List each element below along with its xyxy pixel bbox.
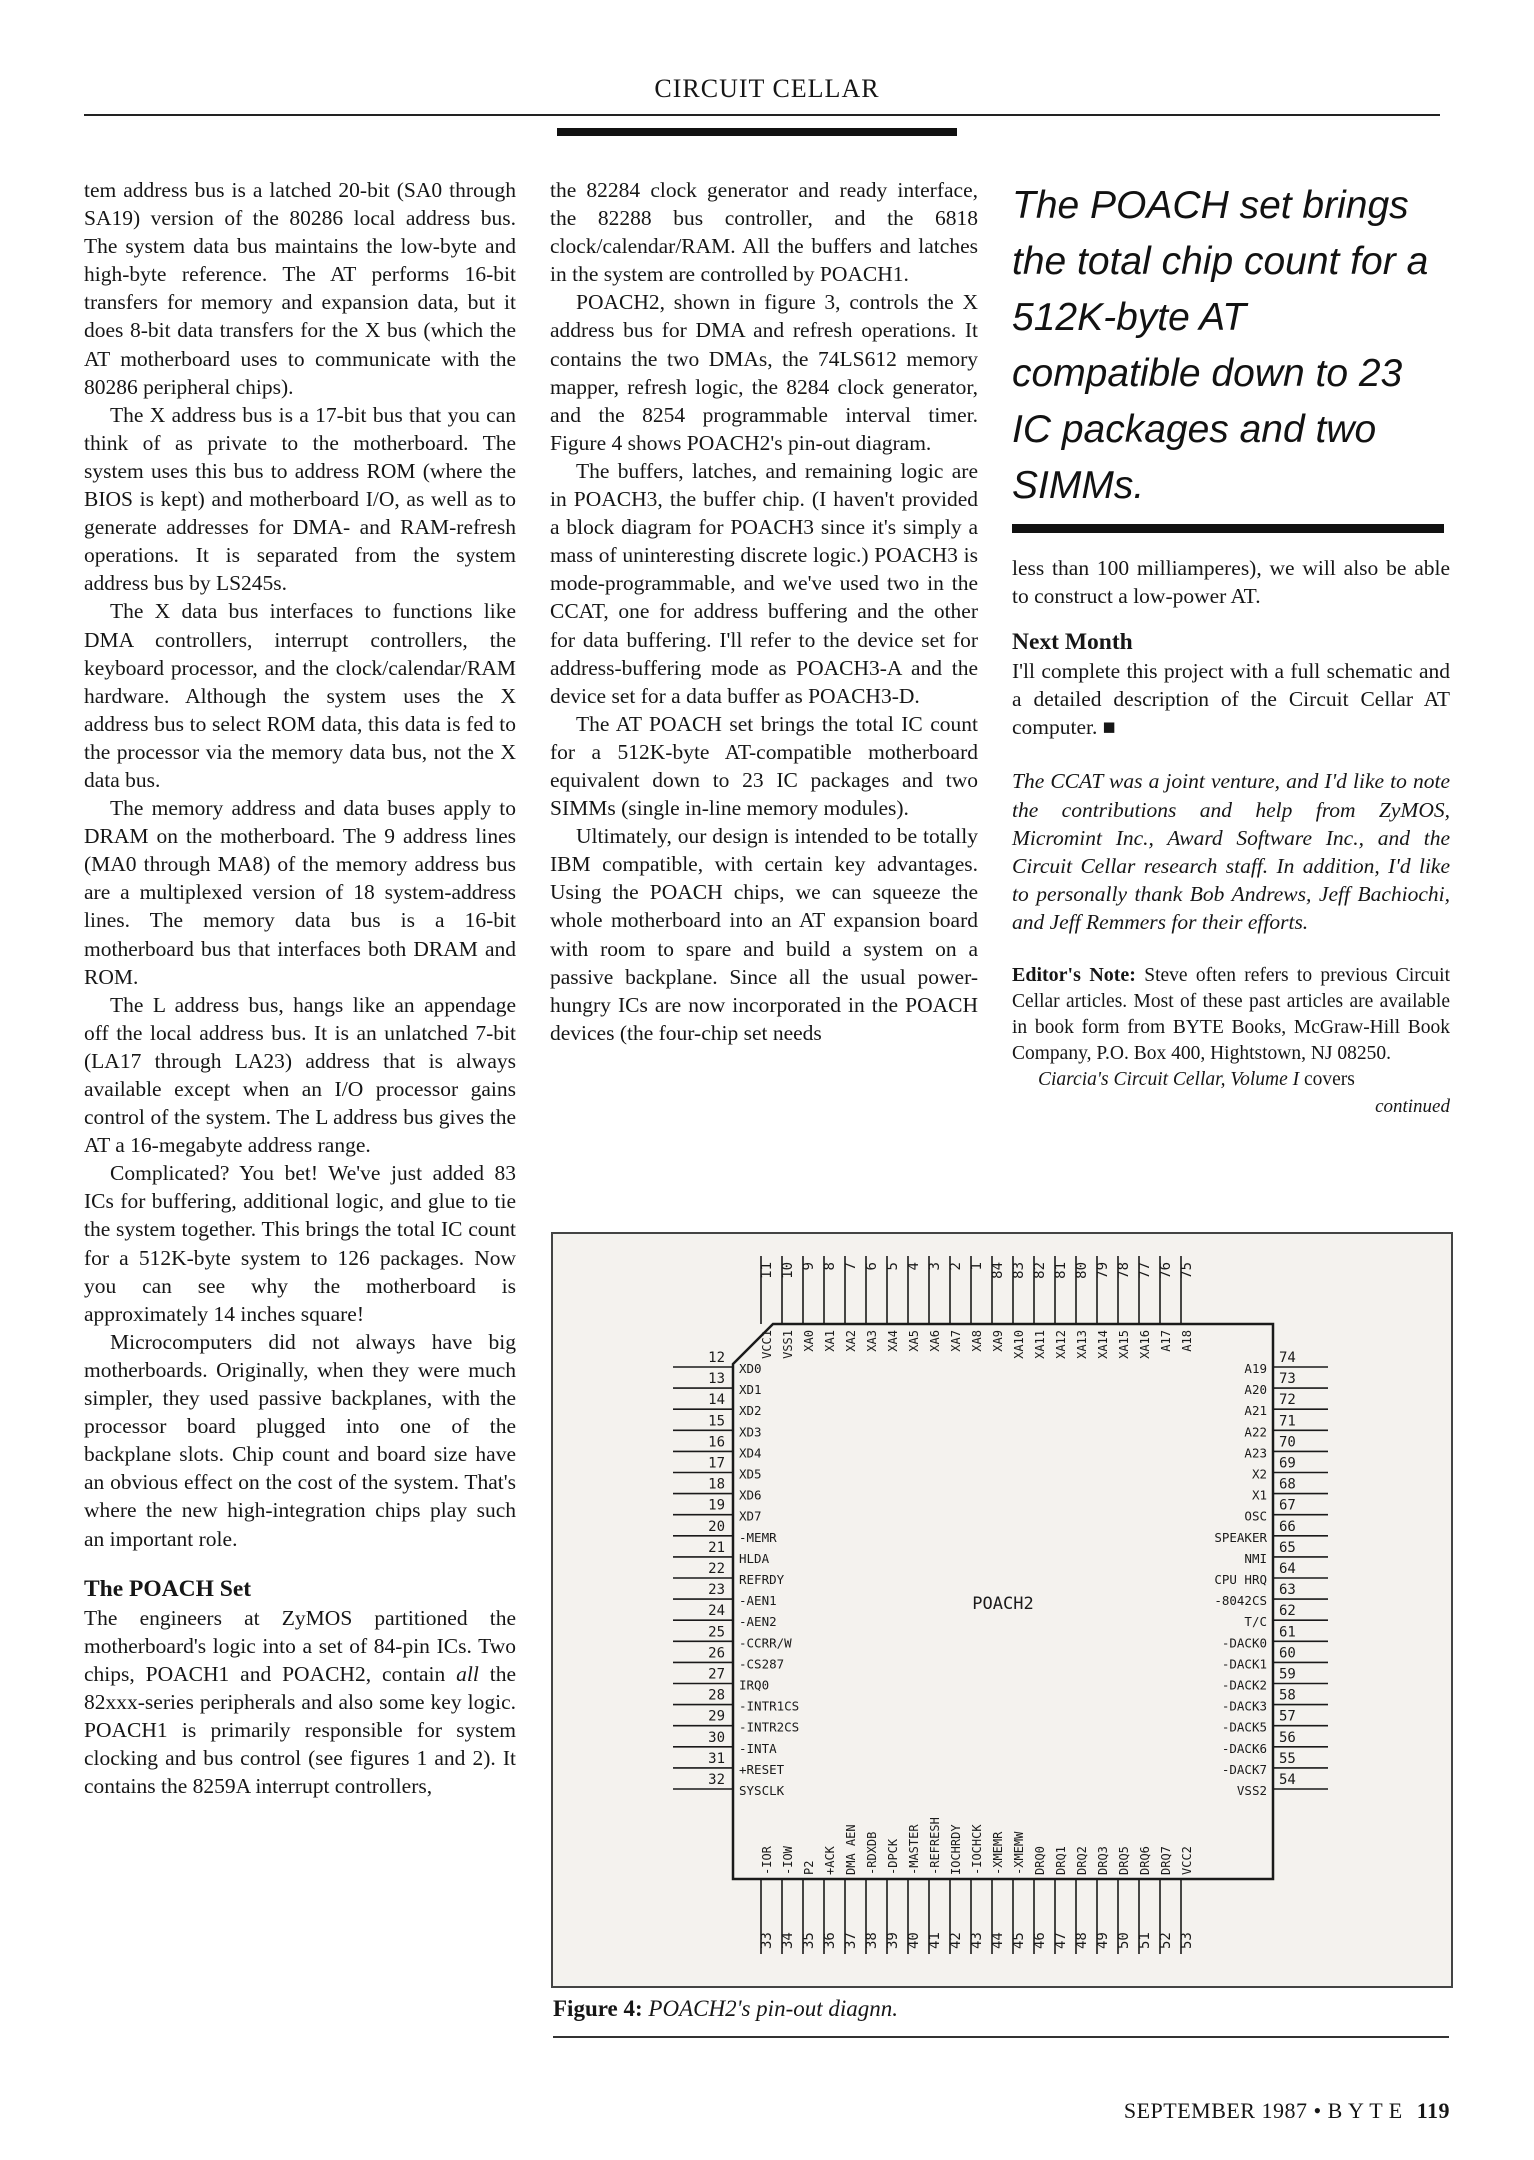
pin-label: -AEN1 <box>739 1593 777 1609</box>
pin-label: -INTR1CS <box>739 1698 800 1714</box>
pin-label: DRQ6 <box>1138 1846 1152 1875</box>
pin-number: 39 <box>885 1932 901 1949</box>
pin-label: XA9 <box>991 1330 1005 1352</box>
pin-number: 43 <box>969 1932 985 1949</box>
pin-label: A22 <box>1244 1424 1267 1440</box>
pin-number: 6 <box>864 1262 880 1271</box>
pin-number: 72 <box>1279 1392 1296 1409</box>
pin-label: DRQ0 <box>1033 1846 1047 1875</box>
pin-label: A19 <box>1244 1361 1267 1376</box>
chip-name: POACH2 <box>972 1594 1034 1614</box>
paragraph: the 82284 clock generator and ready interface, the 82288 bus controller, and the 6818 clock/calendar/RAM. All the buffers and latches in the system are controlled by POACH1. <box>550 178 978 287</box>
pin-label: -IOR <box>760 1846 774 1875</box>
pin-label: DRQ2 <box>1075 1846 1089 1875</box>
section-heading: The POACH Set <box>84 1575 252 1602</box>
pin-label: XD3 <box>739 1424 762 1440</box>
pin-label: IRQ0 <box>739 1677 770 1693</box>
folio <box>1124 2098 1450 2124</box>
pin-label: SYSCLK <box>739 1783 785 1798</box>
pin-number: 62 <box>1279 1603 1296 1620</box>
pin-label: NMI <box>1244 1550 1267 1566</box>
pin-number: 16 <box>708 1434 725 1451</box>
pin-number: 32 <box>708 1772 725 1788</box>
paragraph: The X address bus is a 17-bit bus that you can think of as private to the motherboard. The system uses this bus to address ROM (where the BIOS is kept) and motherboard I/O, as well as to generate addresses for DMA- and RAM-refresh operations. It is separated from the system address bus by LS245s. <box>84 402 516 596</box>
pin-label: XA11 <box>1033 1330 1047 1359</box>
pin-number: 11 <box>759 1262 775 1279</box>
pin-number: 47 <box>1053 1932 1069 1949</box>
caption-text: POACH2's pin-out diagnn. <box>648 1996 899 2021</box>
pin-label: +ACK <box>823 1846 837 1875</box>
pin-label: VSS1 <box>781 1330 795 1359</box>
pin-number: 69 <box>1279 1455 1296 1472</box>
pin-label: XA7 <box>949 1330 963 1352</box>
pin-number: 50 <box>1116 1932 1132 1949</box>
pin-label: -CCRR/W <box>739 1635 792 1651</box>
pin-number: 41 <box>927 1932 943 1949</box>
pin-label: XA12 <box>1054 1330 1068 1359</box>
pin-label: OSC <box>1244 1508 1267 1524</box>
paragraph: Microcomputers did not always have big motherboards. Originally, when they were much simpler, they used passive backplanes, with the processor board plugged into one of the backplane slots. Chip count and board size have an obvious effect on the cost of the system. That's where the new high-integration chips play such an important role. <box>84 1329 516 1551</box>
pin-number: 54 <box>1279 1772 1296 1788</box>
pin-number: 35 <box>801 1932 817 1949</box>
header-rule <box>84 114 1440 116</box>
pin-number: 34 <box>780 1932 796 1949</box>
paragraph: The memory address and data buses apply to DRAM on the motherboard. The 9 address lines (MA0 through MA8) of the memory address bus are a multiplexed version of 18 system-address lines. The memory data bus is a 16-bit motherboard bus that interfaces both DRAM and ROM. <box>84 796 516 989</box>
pin-label: X1 <box>1251 1487 1267 1503</box>
text-run: the 82xxx-series peripherals and also some key logic. POACH1 is primarily responsible for system clocking and bus control (see figures 1 and 2). It contains the 8259A interrupt controllers, <box>84 1661 516 1799</box>
pin-label: VSS2 <box>1236 1783 1267 1798</box>
pin-label: XA14 <box>1096 1330 1110 1359</box>
editors-note-continued <box>1012 1067 1450 1093</box>
pin-label: XA13 <box>1075 1330 1089 1359</box>
pin-label: -REFRESH <box>928 1817 942 1875</box>
paragraph: The X data bus interfaces to functions like DMA controllers, interrupt controllers, the keyboard processor, and the clock/calendar/RAM hardware. Although the system uses the X address bus to select ROM data, this data is fed to the processor via the memory data bus, not the X data bus. <box>84 599 516 792</box>
pin-number: 66 <box>1279 1518 1296 1535</box>
pin-label: -DACK0 <box>1221 1635 1267 1651</box>
pin-label: A20 <box>1244 1382 1267 1398</box>
pin-label: A18 <box>1180 1330 1194 1352</box>
pin-label: XD6 <box>739 1487 762 1503</box>
pin-number: 78 <box>1116 1262 1132 1279</box>
paragraph: The L address bus, hangs like an appendage off the local address bus. It is an unlatched 7-bit (LA17 through LA23) address that is always available except when an I/O processor gains control of the system. The L address bus gives the AT a 16-megabyte address range. <box>84 992 516 1158</box>
pin-number: 82 <box>1032 1262 1048 1279</box>
pin-number: 53 <box>1179 1932 1195 1949</box>
pin-label: CPU HRQ <box>1214 1572 1267 1587</box>
pin-label: -DACK6 <box>1221 1740 1267 1756</box>
pin-number: 56 <box>1279 1729 1296 1746</box>
paragraph: I'll complete this project with a full schematic and a detailed description of the Circuit Cellar AT computer. ■ <box>1012 659 1450 740</box>
pin-label: DRQ5 <box>1117 1846 1131 1875</box>
pin-number: 8 <box>822 1262 838 1271</box>
pin-number: 63 <box>1279 1582 1296 1599</box>
header-bar <box>557 128 957 136</box>
pin-label: XA15 <box>1117 1330 1131 1359</box>
pin-label: XD7 <box>739 1508 762 1524</box>
pin-number: 12 <box>708 1350 725 1366</box>
pin-number: 4 <box>906 1262 922 1271</box>
pin-label: XA6 <box>928 1330 942 1352</box>
pin-number: 77 <box>1137 1262 1153 1279</box>
pin-label: -MEMR <box>739 1529 777 1545</box>
paragraph: tem address bus is a latched 20-bit (SA0 through SA19) version of the 80286 local address bus. The system data bus maintains the low-byte and high-byte reference. The AT performs 16-bit transfers for memory and expansion data, but it does 8-bit data transfers for the X bus (which the AT motherboard uses to communicate with the 80286 peripheral chips). <box>84 178 516 399</box>
pin-number: 79 <box>1095 1262 1111 1279</box>
pin-label: A21 <box>1244 1403 1267 1419</box>
pin-number: 84 <box>990 1262 1006 1279</box>
pin-label: XD1 <box>739 1382 762 1398</box>
pin-label: +RESET <box>739 1761 785 1777</box>
pin-label: -MASTER <box>907 1824 921 1875</box>
pin-number: 44 <box>990 1932 1006 1949</box>
pin-number: 67 <box>1279 1497 1296 1514</box>
pin-label: -INTA <box>739 1740 777 1756</box>
emphasis: all <box>456 1661 479 1686</box>
pin-label: SPEAKER <box>1214 1529 1267 1545</box>
pin-label: IOCHRDY <box>949 1824 963 1875</box>
paragraph: POACH2, shown in figure 3, controls the X address bus for DMA and refresh operations. It contains the two DMAs, the 74LS612 memory mapper, refresh logic, the 8284 clock generator, and the 8254 programmable interval timer. Figure 4 shows POACH2's pin-out diagram. <box>550 290 978 455</box>
pin-label: -DACK3 <box>1221 1698 1267 1714</box>
issue-line: SEPTEMBER 1987 • B Y T E <box>1123 2098 1403 2123</box>
pin-number: 27 <box>708 1666 725 1683</box>
pin-number: 7 <box>843 1262 859 1271</box>
paragraph: The buffers, latches, and remaining logic are in POACH3, the buffer chip. (I haven't provided a block diagram for POACH3 since it's simply a mass of uninteresting discrete logic.) POACH3 is mode-programmable, and we've used two in the CCAT, one for address buffering and the other for data buffering. I'll refer to the device set for address-buffering mode as POACH3-A and the device set for a data buffer as POACH3-D. <box>550 458 978 708</box>
pin-label: T/C <box>1244 1614 1267 1630</box>
pin-number: 81 <box>1053 1262 1069 1279</box>
pin-number: 73 <box>1279 1371 1296 1388</box>
pin-label: XA16 <box>1138 1330 1152 1359</box>
pin-number: 55 <box>1279 1750 1296 1767</box>
pin-label: A23 <box>1244 1445 1267 1461</box>
pin-number: 3 <box>927 1262 943 1271</box>
pin-number: 13 <box>708 1371 725 1388</box>
acknowledgment: The CCAT was a joint venture, and I'd like to note the contributions and help from ZyMOS, Micromint Inc., Award Software Inc., and the Circuit Cellar research staff. In addition, I'd like to personally thank Bob Andrews, Jeff Bachiochi, and Jeff Remmers for their efforts. <box>1012 769 1450 934</box>
pin-label: HLDA <box>739 1550 770 1566</box>
pin-label: -IOW <box>781 1846 795 1875</box>
paragraph: less than 100 milliamperes), we will also be able to construct a low-power AT. <box>1012 556 1450 609</box>
pin-label: -IOCHCK <box>970 1824 984 1875</box>
pin-number: 70 <box>1279 1434 1296 1451</box>
pin-number: 22 <box>708 1561 725 1577</box>
pin-label: X2 <box>1251 1466 1267 1482</box>
pin-label: XA0 <box>802 1330 816 1352</box>
pin-number: 51 <box>1137 1932 1153 1949</box>
pin-label: P2 <box>802 1860 816 1875</box>
pin-number: 18 <box>708 1476 725 1493</box>
pin-label: XD4 <box>739 1445 762 1461</box>
editors-note <box>1012 962 1450 1067</box>
pin-label: -AEN2 <box>739 1614 777 1630</box>
pin-number: 15 <box>708 1413 725 1430</box>
pin-number: 10 <box>780 1262 796 1279</box>
pin-number: 36 <box>822 1932 838 1949</box>
pin-label: -RDXDB <box>865 1831 879 1875</box>
pin-label: VCC1 <box>760 1330 774 1359</box>
pin-number: 37 <box>843 1932 859 1949</box>
column-2 <box>550 176 978 1047</box>
paragraph: The AT POACH set brings the total IC count for a 512K-byte AT-compatible motherboard equivalent down to 23 IC packages and two SIMMs (single in-line memory modules). <box>550 711 978 821</box>
pin-number: 45 <box>1011 1932 1027 1949</box>
section-heading: Next Month <box>1012 629 1133 656</box>
column-3 <box>1012 554 1450 1121</box>
pin-label: -DACK1 <box>1221 1656 1267 1672</box>
pin-label: XA8 <box>970 1330 984 1352</box>
pin-number: 52 <box>1158 1932 1174 1949</box>
page-number: 119 <box>1416 2098 1450 2123</box>
pin-number: 9 <box>801 1262 817 1271</box>
pin-label: -XMEMR <box>991 1831 1005 1875</box>
pin-number: 19 <box>708 1497 725 1514</box>
pin-number: 30 <box>708 1729 725 1746</box>
pin-number: 64 <box>1279 1561 1296 1577</box>
pin-number: 58 <box>1279 1687 1296 1704</box>
pin-number: 33 <box>759 1932 775 1949</box>
figure-4 <box>551 1232 1453 1988</box>
pin-label: -INTR2CS <box>739 1719 800 1735</box>
running-head: CIRCUIT CELLAR <box>654 74 880 103</box>
pin-label: A17 <box>1159 1330 1173 1352</box>
pin-label: REFRDY <box>739 1572 785 1587</box>
pin-number: 23 <box>708 1582 725 1599</box>
figure-caption <box>553 1996 898 2022</box>
pin-number: 21 <box>708 1539 725 1556</box>
column-1 <box>84 176 516 1800</box>
pin-label: -DPCK <box>886 1838 900 1875</box>
pin-label: -8042CS <box>1214 1593 1267 1609</box>
pin-number: 74 <box>1279 1350 1296 1366</box>
pin-label: XA1 <box>823 1330 837 1352</box>
pin-number: 83 <box>1011 1262 1027 1279</box>
footer-rule <box>553 2036 1449 2038</box>
pin-number: 80 <box>1074 1262 1090 1279</box>
pin-label: XA2 <box>844 1330 858 1352</box>
pin-number: 24 <box>708 1603 725 1620</box>
pin-number: 20 <box>708 1518 725 1535</box>
pin-number: 42 <box>948 1932 964 1949</box>
pin-number: 46 <box>1032 1932 1048 1949</box>
pin-number: 71 <box>1279 1413 1296 1430</box>
pin-label: -DACK5 <box>1221 1719 1267 1735</box>
book-title: Ciarcia's Circuit Cellar, Volume I <box>1038 1069 1300 1091</box>
pin-number: 68 <box>1279 1476 1296 1493</box>
pin-number: 57 <box>1279 1708 1296 1725</box>
pin-label: -XMEMW <box>1012 1831 1026 1875</box>
pin-number: 49 <box>1095 1932 1111 1949</box>
pin-number: 28 <box>708 1687 725 1704</box>
caption-label: Figure 4: <box>553 1996 643 2021</box>
pin-label: -DACK2 <box>1221 1677 1267 1693</box>
pin-label: XD5 <box>739 1466 762 1482</box>
pin-number: 60 <box>1279 1645 1296 1662</box>
pin-number: 48 <box>1074 1932 1090 1949</box>
pin-number: 17 <box>708 1455 725 1472</box>
pin-label: -DACK7 <box>1221 1761 1267 1777</box>
pin-label: XA3 <box>865 1330 879 1352</box>
continued-label: continued <box>1375 1096 1450 1118</box>
pull-quote: The POACH set brings the total chip count for a 512K-byte AT compatible down to 23 IC packages and two SIMMs. <box>1012 184 1429 507</box>
pin-number: 31 <box>708 1750 725 1767</box>
pin-label: DRQ3 <box>1096 1846 1110 1875</box>
pin-number: 14 <box>708 1392 725 1409</box>
pin-label: XA4 <box>886 1330 900 1352</box>
pin-number: 40 <box>906 1932 922 1949</box>
pin-label: XD0 <box>739 1361 762 1376</box>
pin-label: DRQ1 <box>1054 1846 1068 1875</box>
pin-label: DMA AEN <box>844 1824 858 1875</box>
text-run: covers <box>1299 1069 1355 1091</box>
text-run: The engineers at ZyMOS partitioned the motherboard's logic into a set of 84-pin ICs. Two chips, POACH1 and POACH2, contain <box>84 1605 516 1686</box>
paragraph: Ultimately, our design is intended to be totally IBM compatible, with certain key advantages. Using the POACH chips, we can squeeze the whole motherboard into an AT expansion board with room to spare and build a system on a passive backplane. Since all the usual power-hungry ICs are now incorporated in the POACH devices (the four-chip set needs <box>550 824 978 1045</box>
pin-number: 59 <box>1279 1666 1296 1683</box>
pin-label: DRQ7 <box>1159 1846 1173 1875</box>
pin-number: 25 <box>708 1624 725 1641</box>
pin-number: 1 <box>969 1262 985 1271</box>
pin-number: 26 <box>708 1645 725 1662</box>
pin-label: XA10 <box>1012 1330 1026 1359</box>
paragraph: Complicated? You bet! We've just added 83 ICs for buffering, additional logic, and glue to tie the system together. This brings the total IC count for a 512K-byte system to 126 packages. Now you can see why the motherboard is approximately 14 inches square! <box>84 1161 516 1326</box>
pin-number: 76 <box>1158 1262 1174 1279</box>
pin-number: 5 <box>885 1262 901 1271</box>
pin-number: 61 <box>1279 1624 1296 1641</box>
pin-label: -CS287 <box>739 1656 785 1672</box>
editors-note-label: Editor's Note: <box>1012 964 1136 987</box>
pin-number: 38 <box>864 1932 880 1949</box>
pin-label: VCC2 <box>1180 1846 1194 1875</box>
pin-number: 29 <box>708 1708 725 1725</box>
pin-number: 65 <box>1279 1539 1296 1556</box>
pin-label: XD2 <box>739 1403 762 1419</box>
pull-quote-rule <box>1012 524 1444 533</box>
pin-label: XA5 <box>907 1330 921 1352</box>
pin-number: 2 <box>948 1262 964 1271</box>
pinout-diagram <box>553 1234 1451 1986</box>
editors-note-text: Steve often refers to previous Circuit Cellar articles. Most of these past articles are available in book form from BYTE Books, McGraw-Hill Book Company, P.O. Box 400, Hightstown, NJ 08250. <box>1012 965 1450 1065</box>
paragraph <box>84 1604 516 1801</box>
pin-number: 75 <box>1179 1262 1195 1279</box>
